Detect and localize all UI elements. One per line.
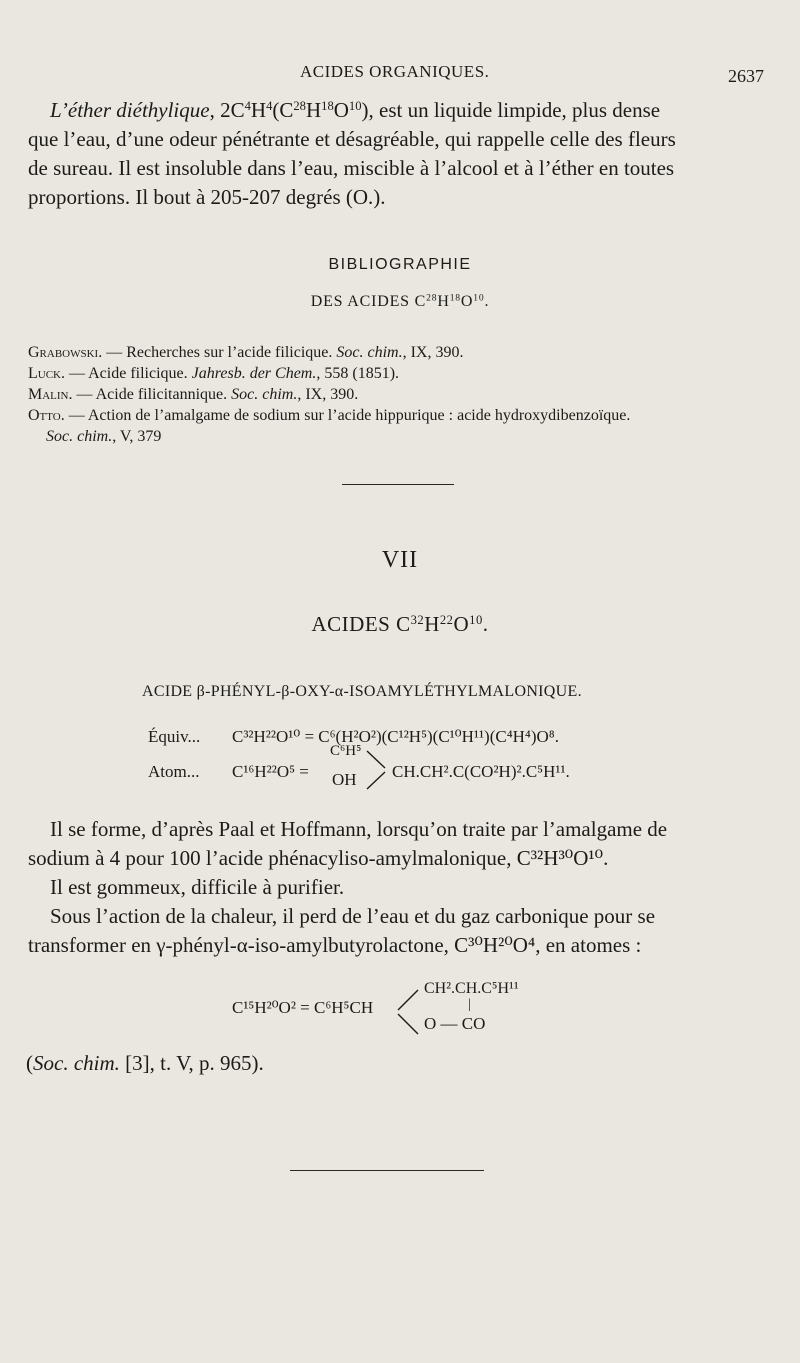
bib-author: Malin. (28, 386, 73, 403)
atom-branch-top: C⁶H⁵ (330, 743, 362, 759)
bib-text: — Recherches sur l’acide filicique. (102, 344, 337, 361)
subheading-text: . (484, 293, 490, 310)
bib-tail: , IX, 390. (297, 386, 359, 403)
body-paragraph-3 (28, 902, 763, 960)
intro-line-2: que l’eau, d’une odeur pénétrante et désagréable, qui rappelle celle des fleurs (28, 127, 676, 151)
bib-text: — Acide filicique. (65, 365, 192, 382)
bibliography-list (28, 342, 768, 447)
body-line: Sous l’action de la chaleur, il perd de l’eau et du gaz carbonique pour se (50, 904, 656, 928)
intro-paragraph (28, 96, 763, 212)
sup: 18 (449, 292, 461, 304)
formula-fragment: H (305, 98, 322, 122)
intro-line-4: proportions. Il bout à 205-207 degrés (O.). (28, 185, 386, 209)
bib-journal: Jahresb. der Chem. (191, 365, 317, 382)
branch-bracket-icon (365, 748, 389, 792)
body-line: sodium à 4 pour 100 l’acide phénacyliso-amylmalonique, C³²H³⁰O¹⁰. (28, 846, 609, 870)
section-title-text: H (424, 612, 440, 636)
lactone-top: CH².CH.C⁵H¹¹ (424, 980, 519, 997)
formula-fragment: ), est un liquide limpide, plus dense (361, 98, 661, 122)
section-title (0, 612, 800, 637)
bibliography-subheading (0, 293, 800, 311)
section-separator (342, 484, 454, 485)
section-number: VII (381, 547, 419, 573)
body-line: Il est gommeux, difficile à purifier. (50, 875, 345, 899)
bib-text: — Acide filicitannique. (72, 386, 232, 403)
bib-tail: , IX, 390. (402, 344, 464, 361)
intro-line-3: de sureau. Il est insoluble dans l’eau, miscible à l’alcool et à l’éther en toutes (28, 156, 675, 180)
formula-fragment: , 2C (209, 98, 245, 122)
lactone-bracket-icon (396, 986, 422, 1040)
bib-author: Grabowski. (28, 344, 103, 361)
subheading-text: O (460, 293, 474, 310)
sup: 10 (469, 613, 483, 628)
lactone-lhs: C¹⁵H²⁰O² = C⁶H⁵CH (232, 998, 374, 1017)
body-line: transformer en γ-phényl-α-iso-amylbutyrolactone, C³⁰H²⁰O⁴, en atomes : (28, 933, 642, 957)
bib-journal: Soc. chim. (46, 428, 113, 445)
atom-label: Atom... (148, 762, 200, 781)
bib-journal: Soc. chim. (231, 386, 298, 403)
lactone-bond: | (468, 997, 471, 1012)
bib-journal: Soc. chim. (336, 344, 403, 361)
atom-lhs: C¹⁶H²²O⁵ = (232, 762, 309, 781)
citation (26, 1051, 264, 1076)
bib-tail: , 558 (1851). (316, 365, 400, 382)
bib-text: — Action de l’amalgame de sodium sur l’acide hippurique : acide hydroxydibenzoïque. (64, 407, 631, 424)
subheading-text: DES ACIDES C (310, 293, 427, 310)
sup: 22 (439, 613, 454, 628)
citation-text: [3], t. V, p. 965). (119, 1051, 264, 1075)
equiv-label: Équiv... (148, 727, 201, 746)
lactone-bottom: O — CO (424, 1014, 486, 1033)
bibliography-heading: BIBLIOGRAPHIE (328, 256, 472, 273)
formula-fragment: (C (272, 98, 294, 122)
section-title-text: . (482, 612, 489, 636)
bib-author: Luck. (28, 365, 65, 382)
sup: 10 (348, 99, 362, 114)
compound-name: ACIDE β-PHÉNYL-β-OXY-α-ISOAMYLÉTHYLMALONIQUE. (142, 683, 582, 700)
bib-entry (28, 384, 768, 405)
sup: 4 (244, 99, 251, 114)
sup: 4 (266, 99, 273, 114)
body-paragraph-1 (28, 815, 763, 873)
section-title-text: ACIDES C (311, 612, 411, 636)
sup: 32 (410, 613, 425, 628)
atom-branch-bottom: OH (332, 770, 357, 789)
sup: 10 (473, 292, 485, 304)
body-paragraph-2 (28, 873, 763, 902)
page-number: 2637 (728, 66, 764, 86)
sup: 28 (426, 292, 438, 304)
sup: 28 (293, 99, 306, 114)
formula-fragment: H (250, 98, 267, 122)
sup: 18 (321, 99, 334, 114)
section-title-text: O (453, 612, 470, 636)
bib-entry (28, 363, 768, 384)
bib-author: Otto. (28, 407, 65, 424)
closing-rule (290, 1170, 484, 1171)
body-line: Il se forme, d’après Paal et Hoffmann, lorsqu’on traite par l’amalgame de (50, 817, 668, 841)
subheading-text: H (437, 293, 450, 310)
running-title: ACIDES ORGANIQUES. (300, 62, 490, 81)
formula-fragment: O (333, 98, 349, 122)
bib-entry-continuation (28, 426, 768, 447)
intro-line-1 (28, 96, 763, 125)
citation-journal: Soc. chim. (33, 1051, 120, 1075)
atom-rhs: CH.CH².C(CO²H)².C⁵H¹¹. (392, 762, 570, 781)
lead-term: L’éther diéthylique (50, 98, 210, 122)
bib-entry (28, 342, 768, 363)
bib-entry (28, 405, 768, 426)
citation-text: ( (26, 1051, 33, 1075)
bib-tail: , V, 379 (112, 428, 162, 445)
equiv-formula: C³²H²²O¹⁰ = C⁶(H²O²)(C¹²H⁵)(C¹⁰H¹¹)(C⁴H⁴)O⁸. (232, 727, 559, 746)
